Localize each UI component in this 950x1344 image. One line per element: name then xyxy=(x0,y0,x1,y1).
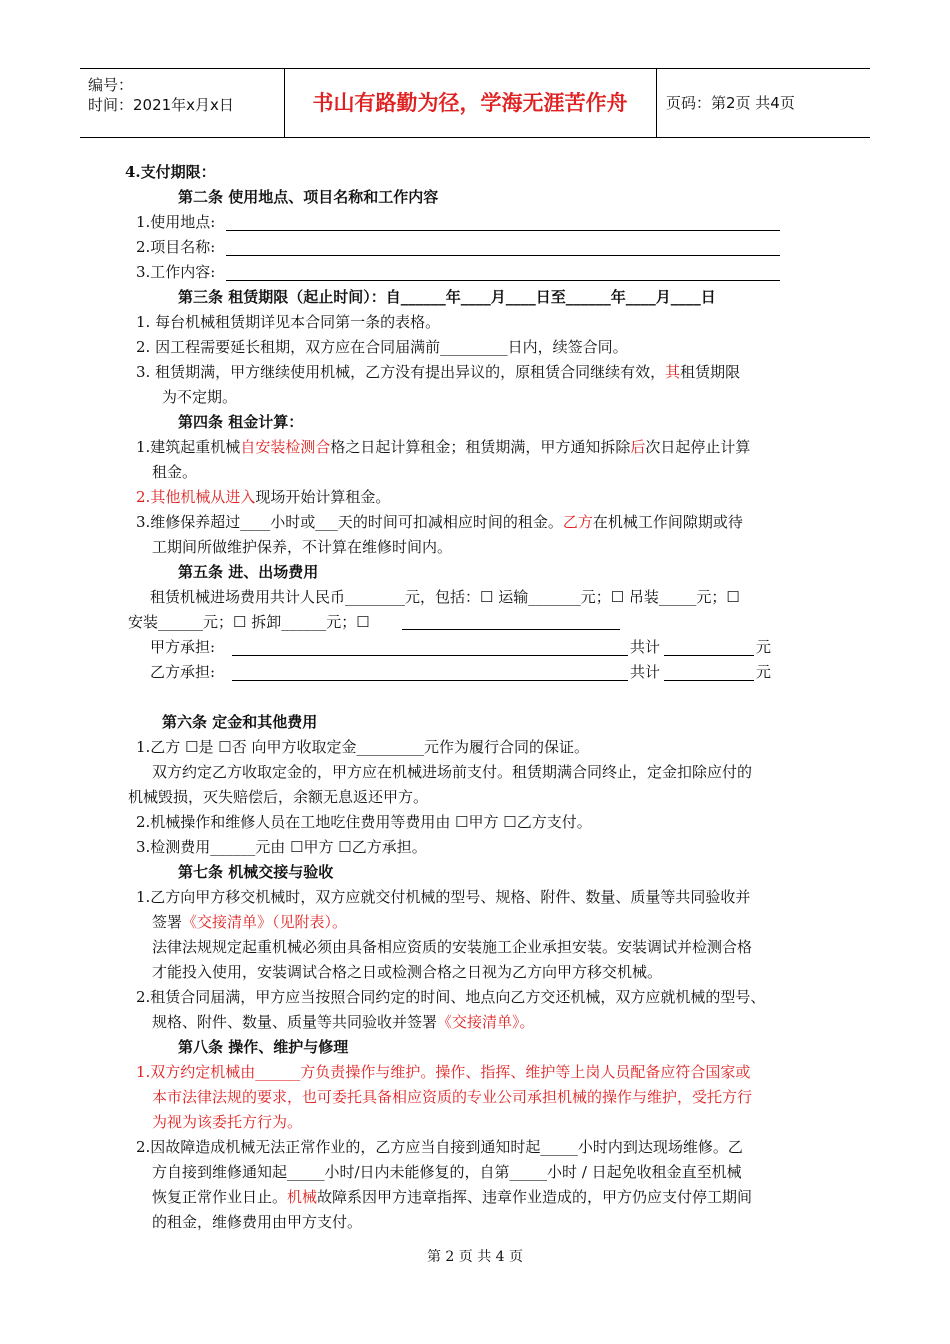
text-run: 次日起停止计算 xyxy=(645,438,751,456)
clause-text: 租赁机械进场费用共计人民币________元，包括：☐ 运输_______元；☐ 吊装_____元；☐ xyxy=(150,588,740,606)
clause-text: 安装______元；☐ 拆卸______元；☐ xyxy=(128,613,370,631)
clause-text: 为不定期。 xyxy=(162,388,238,406)
clause-text: 工期间所做维护保养，不计算在维修时间内。 xyxy=(152,538,453,556)
text-run: 恢复正常作业日止。 xyxy=(152,1188,288,1206)
text-run: 签署 xyxy=(152,913,183,931)
page-footer: 第 2 页 共 4 页 xyxy=(426,1249,524,1265)
clause-text: 1.双方约定机械由______方负责操作与维护。操作、指挥、维护等上岗人员配备应符合国家或 xyxy=(136,1063,751,1081)
total-label: 共计 xyxy=(630,638,661,656)
text-run: 规格、附件、数量、质量等共同验收并签署 xyxy=(152,1013,438,1031)
clause-text: 2. 因工程需要延长租期，双方应在合同届满前_________日内，续签合同。 xyxy=(136,338,628,356)
clause-text: 1.乙方向甲方移交机械时，双方应就交付机械的型号、规格、附件、数量、质量等共同验收并 xyxy=(136,888,751,906)
clause-text: 2.租赁合同届满，甲方应当按照合同约定的时间、地点向乙方交还机械，双方应就机械的型号、 xyxy=(136,988,766,1006)
text-run: 在机械工作间隙期或待 xyxy=(592,513,743,531)
clause-text: 的租金，维修费用由甲方支付。 xyxy=(152,1213,363,1231)
currency-unit: 元 xyxy=(756,638,772,656)
header-page-number: 页码：第2页 共4页 xyxy=(666,94,795,112)
text-run: 租赁期限 xyxy=(680,363,741,381)
clause-text: 法律法规规定起重机械必须由具备相应资质的安装施工企业承担安装。安装调试并检测合格 xyxy=(152,938,753,956)
red-text-run: 后 xyxy=(630,438,646,456)
clause-text xyxy=(152,912,347,932)
text-run: 1.建筑起重机械 xyxy=(136,438,241,456)
fill-line xyxy=(664,680,754,681)
text-run: 现场开始计算租金。 xyxy=(255,488,391,506)
text-run: 格之日起计算租金；租赁期满，甲方通知拆除 xyxy=(330,438,631,456)
red-text-run: 《交接清单》。 xyxy=(437,1013,535,1031)
red-text-run: 自安装检测合 xyxy=(240,438,331,456)
clause-text: 机械毁损，灭失赔偿后，余额无息返还甲方。 xyxy=(128,788,429,806)
clause-text: 2.因故障造成机械无法正常作业的，乙方应当自接到通知时起_____小时内到达现场维修。乙 xyxy=(136,1138,743,1156)
article-5-heading: 第五条 进、出场费用 xyxy=(178,563,319,581)
document-date: 时间：2021年x月x日 xyxy=(88,96,234,114)
red-text-run: 其他机械从进入 xyxy=(150,488,256,506)
currency-unit: 元 xyxy=(756,663,772,681)
clause-text: 为视为该委托方行为。 xyxy=(152,1113,303,1131)
clause-text: 双方约定乙方收取定金的，甲方应在机械进场前支付。租赁期满合同终止，定金扣除应付的 xyxy=(152,763,753,781)
red-text-run: 2. xyxy=(136,488,151,506)
fill-line xyxy=(226,255,780,256)
header-motto: 书山有路勤为径，学海无涯苦作舟 xyxy=(312,91,628,115)
fill-line xyxy=(226,280,780,281)
article-4-heading: 第四条 租金计算： xyxy=(178,413,304,431)
fill-line xyxy=(232,655,628,656)
clause-text: 1. 每台机械租赁期详见本合同第一条的表格。 xyxy=(136,313,441,331)
total-label: 共计 xyxy=(630,663,661,681)
usage-location-label: 1.使用地点: xyxy=(136,213,216,231)
document-number: 编号： xyxy=(88,76,134,94)
payment-term-heading: 4.支付期限： xyxy=(125,163,216,181)
fill-line xyxy=(232,680,628,681)
party-b-cost-label: 乙方承担: xyxy=(150,663,216,681)
fill-line xyxy=(664,655,754,656)
clause-text: 方自接到维修通知起_____小时/日内未能修复的，自第_____小时 / 日起免收租金直至机械 xyxy=(152,1163,742,1181)
clause-text xyxy=(136,512,743,532)
article-6-heading: 第六条 定金和其他费用 xyxy=(162,713,318,731)
party-a-cost-label: 甲方承担: xyxy=(150,638,216,656)
clause-text xyxy=(152,1012,535,1032)
article-8-heading: 第八条 操作、维护与修理 xyxy=(178,1038,349,1056)
project-name-label: 2.项目名称: xyxy=(136,238,216,256)
work-content-label: 3.工作内容: xyxy=(136,263,216,281)
article-3-heading: 第三条 租赁期限（起止时间）：自______年____月____日至______年____月____日 xyxy=(178,288,716,306)
article-2-heading: 第二条 使用地点、项目名称和工作内容 xyxy=(178,188,439,206)
text-run: 3.维修保养超过____小时或___天的时间可扣减相应时间的租金。 xyxy=(136,513,563,531)
clause-text: 1.乙方 ☐是 ☐否 向甲方收取定金_________元作为履行合同的保证。 xyxy=(136,738,590,756)
fill-line xyxy=(402,629,620,630)
clause-text xyxy=(136,487,390,507)
clause-text xyxy=(136,437,750,457)
header-divider xyxy=(656,69,657,137)
clause-text: 租金。 xyxy=(152,463,198,481)
clause-text: 才能投入使用，安装调试合格之日或检测合格之日视为乙方向甲方移交机械。 xyxy=(152,963,663,981)
red-text-run: 其 xyxy=(665,363,681,381)
clause-text: 3.检测费用______元由 ☐甲方 ☐乙方承担。 xyxy=(136,838,427,856)
fill-line xyxy=(226,230,780,231)
clause-text xyxy=(152,1187,752,1207)
header-meta xyxy=(88,75,234,115)
clause-text: 2.机械操作和维修人员在工地吃住费用等费用由 ☐甲方 ☐乙方支付。 xyxy=(136,813,592,831)
clause-text: 本市法律法规的要求，也可委托具备相应资质的专业公司承担机械的操作与维护，受托方行 xyxy=(152,1088,753,1106)
page-header xyxy=(80,68,870,138)
red-text-run: 《交接清单》（见附表）。 xyxy=(182,913,348,931)
red-text-run: 乙方 xyxy=(562,513,593,531)
article-7-heading: 第七条 机械交接与验收 xyxy=(178,863,334,881)
clause-text xyxy=(136,362,740,382)
text-run: 故障系因甲方违章指挥、违章作业造成的，甲方仍应支付停工期间 xyxy=(317,1188,753,1206)
text-run: 3. 租赁期满，甲方继续使用机械，乙方没有提出异议的，原租赁合同继续有效， xyxy=(136,363,666,381)
red-text-run: 机械 xyxy=(287,1188,318,1206)
